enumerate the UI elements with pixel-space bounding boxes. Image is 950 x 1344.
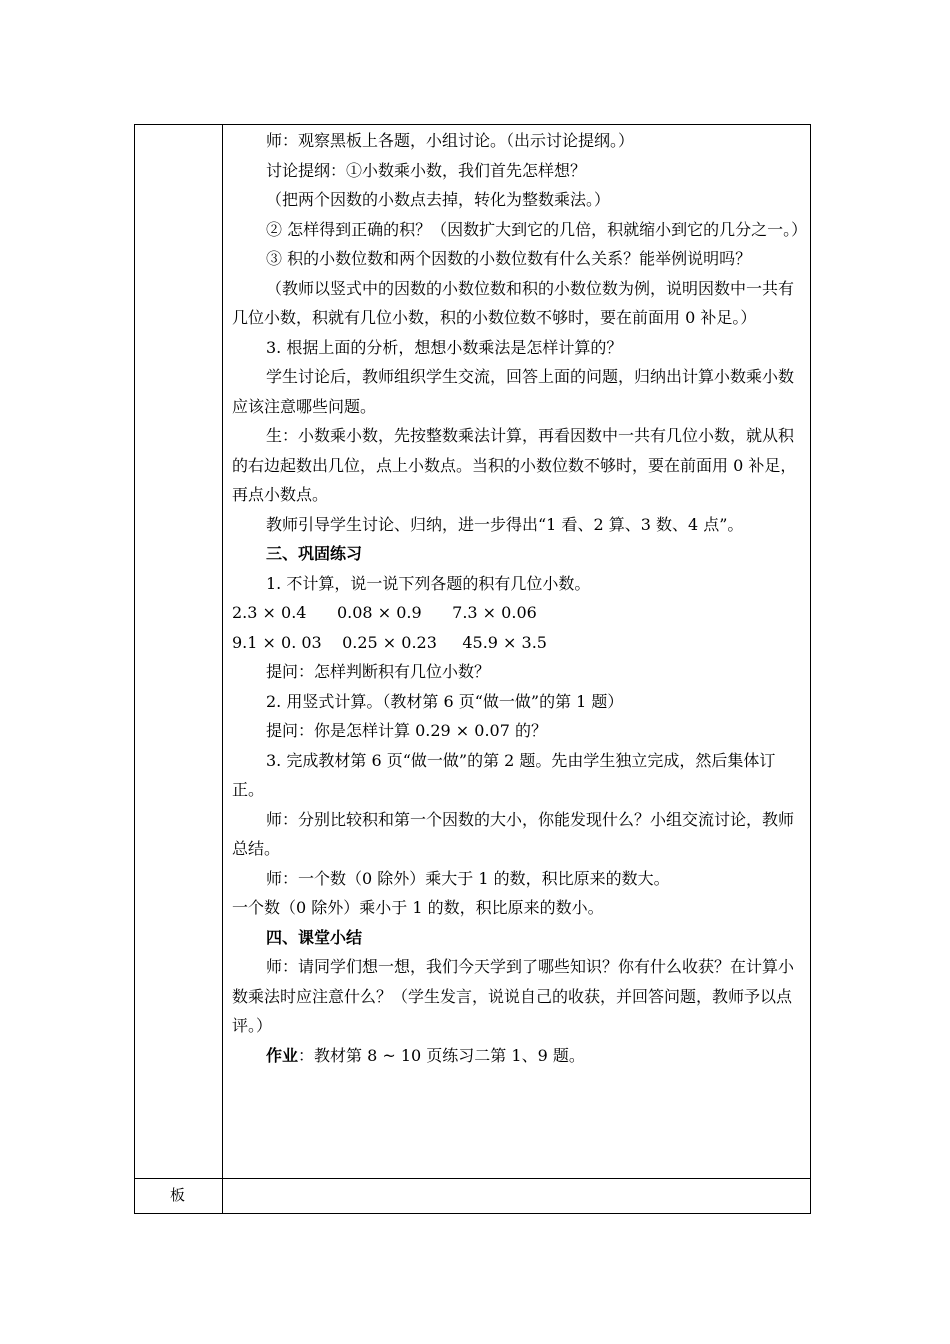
- paragraph: 一个数（0 除外）乘小于 1 的数，积比原来的数小。: [232, 898, 604, 917]
- paragraph: 3. 完成教材第 6 页“做一做”的第 2 题。先由学生独立完成，然后集体订正。: [232, 750, 776, 799]
- section-heading: 四、课堂小结: [266, 927, 363, 947]
- paragraph: 提问：怎样判断积有几位小数？: [266, 662, 491, 681]
- paragraph: 2. 用竖式计算。（教材第 6 页“做一做”的第 1 题）: [266, 691, 624, 711]
- paragraph: 师：分别比较积和第一个因数的大小，你能发现什么？小组交流讨论，教师总结。: [232, 809, 795, 858]
- paragraph: 提问：你是怎样计算 0.29 × 0.07 的？: [266, 721, 548, 740]
- row-divider: [134, 1178, 811, 1179]
- paragraph: 学生讨论后，教师组织学生交流，回答上面的问题，归纳出计算小数乘小数应该注意哪些问题。: [232, 367, 795, 416]
- paragraph: （把两个因数的小数点去掉，转化为整数乘法。）: [266, 190, 611, 209]
- paragraph: 师：请同学们想一想，我们今天学到了哪些知识？你有什么收获？在计算小数乘法时应注意什么？（学生发言，说说自己的收获，并回答问题，教师予以点评。）: [232, 957, 795, 1035]
- paragraph: 1. 不计算，说一说下列各题的积有几位小数。: [266, 573, 591, 593]
- paragraph: 讨论提纲：①小数乘小数，我们首先怎样想？: [266, 160, 587, 180]
- paragraph: 3. 根据上面的分析，想想小数乘法是怎样计算的？: [266, 337, 623, 357]
- paragraph: 生：小数乘小数，先按整数乘法计算，再看因数中一共有几位小数，就从积的右边起数出几位，点上小数点。当积的小数位数不够时，要在前面用 0 补足，再点小数点。: [232, 426, 797, 504]
- board-label: 板: [170, 1186, 186, 1204]
- lesson-content: [232, 126, 808, 1070]
- column-divider: [222, 124, 223, 1214]
- paragraph: 师：一个数（0 除外）乘大于 1 的数，积比原来的数大。: [266, 868, 670, 888]
- calc-row: 9.1 × 0. 03 0.25 × 0.23 45.9 × 3.5: [232, 632, 547, 652]
- homework-line: [232, 1041, 802, 1071]
- homework-label: 作业: [266, 1045, 299, 1065]
- paragraph: 教师引导学生讨论、归纳，进一步得出“1 看、2 算、3 数、4 点”。: [266, 514, 744, 534]
- section-heading: 三、巩固练习: [266, 544, 363, 563]
- paragraph: 师：观察黑板上各题，小组讨论。（出示讨论提纲。）: [266, 131, 635, 150]
- paragraph: （教师以竖式中的因数的小数位数和积的小数位数为例，说明因数中一共有几位小数，积就有几位小数，积的小数位数不够时，要在前面用 0 补足。）: [232, 278, 795, 327]
- homework-text: ：教材第 8 ~ 10 页练习二第 1、9 题。: [298, 1045, 585, 1065]
- paragraph: ② 怎样得到正确的积？（因数扩大到它的几倍，积就缩小到它的几分之一。）: [266, 219, 808, 239]
- paragraph: ③ 积的小数位数和两个因数的小数位数有什么关系？能举例说明吗？: [266, 249, 752, 268]
- calc-row: 2.3 × 0.4 0.08 × 0.9 7.3 × 0.06: [232, 603, 537, 622]
